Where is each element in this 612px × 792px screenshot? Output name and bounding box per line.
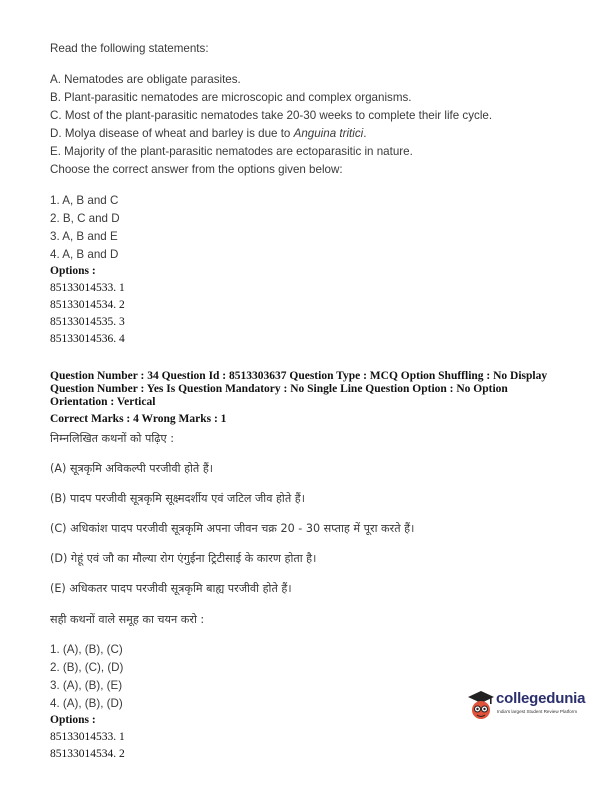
hindi-choice-2: 2. (B), (C), (D) <box>50 661 124 674</box>
question-marks: Correct Marks : 4 Wrong Marks : 1 <box>50 413 227 425</box>
hindi-statement-c: (C) अधिकांश पादप परजीवी सूत्रकृमि अपना जीवन चक्र 20 - 30 सप्ताह में पूरा करते हैं। <box>50 522 415 535</box>
hindi-option-id-1: 85133014533. 1 <box>50 731 125 743</box>
options-label: Options : <box>50 265 96 277</box>
species-name: Anguina tritici <box>293 127 364 140</box>
hindi-choice-4: 4. (A), (B), (D) <box>50 697 123 710</box>
question-meta-line-1: Question Number : 34 Question Id : 8513303637 Question Type : MCQ Option Shuffling : No Display <box>50 370 548 382</box>
english-statement-a: A. Nematodes are obligate parasites. <box>50 73 241 86</box>
logo-wordmark: collegedunia <box>496 690 586 707</box>
english-choice-3: 3. A, B and E <box>50 230 118 243</box>
option-id-3: 85133014535. 3 <box>50 316 125 328</box>
hindi-statement-e: (E) अधिकतर पादप परजीवी सूत्रकृमि बाह्य परजीवी होते हैं। <box>50 582 292 595</box>
hindi-options-label: Options : <box>50 714 96 726</box>
hindi-statement-b: (B) पादप परजीवी सूत्रकृमि सूक्ष्मदर्शीय एवं जटिल जीव होते हैं। <box>50 492 305 505</box>
logo-tagline: India's largest Student Review Platform <box>497 709 578 714</box>
hindi-intro: निम्नलिखित कथनों को पढ़िए : <box>50 432 175 445</box>
english-intro: Read the following statements: <box>50 42 209 55</box>
graduate-mascot-icon <box>466 688 496 722</box>
option-id-4: 85133014536. 4 <box>50 333 125 345</box>
question-meta-line-2: Question Number : Yes Is Question Mandatory : No Single Line Question Option : No Option <box>50 383 508 395</box>
option-id-1: 85133014533. 1 <box>50 282 125 294</box>
english-statement-c: C. Most of the plant-parasitic nematodes take 20-30 weeks to complete their life cycle. <box>50 109 493 122</box>
english-statement-d: D. Molya disease of wheat and barley is due to Anguina tritici. <box>50 127 367 140</box>
hindi-choice-1: 1. (A), (B), (C) <box>50 643 123 656</box>
english-statement-e: E. Majority of the plant-parasitic nematodes are ectoparasitic in nature. <box>50 145 413 158</box>
english-choice-1: 1. A, B and C <box>50 194 119 207</box>
english-choice-4: 4. A, B and D <box>50 248 119 261</box>
collegedunia-logo <box>466 688 596 724</box>
hindi-statement-d: (D) गेहूं एवं जौ का मौल्या रोग एंगुईना ट्रिटीसाई के कारण होता है। <box>50 552 317 565</box>
english-statement-b: B. Plant-parasitic nematodes are microscopic and complex organisms. <box>50 91 412 104</box>
question-meta-line-3: Orientation : Vertical <box>50 396 156 408</box>
hindi-statement-a: (A) सूत्रकृमि अविकल्पी परजीवी होते हैं। <box>50 462 214 475</box>
hindi-choose-text: सही कथनों वाले समूह का चयन करो : <box>50 613 205 626</box>
english-choose-text: Choose the correct answer from the options given below: <box>50 163 343 176</box>
english-choice-2: 2. B, C and D <box>50 212 120 225</box>
hindi-option-id-2: 85133014534. 2 <box>50 748 125 760</box>
hindi-choice-3: 3. (A), (B), (E) <box>50 679 123 692</box>
option-id-2: 85133014534. 2 <box>50 299 125 311</box>
